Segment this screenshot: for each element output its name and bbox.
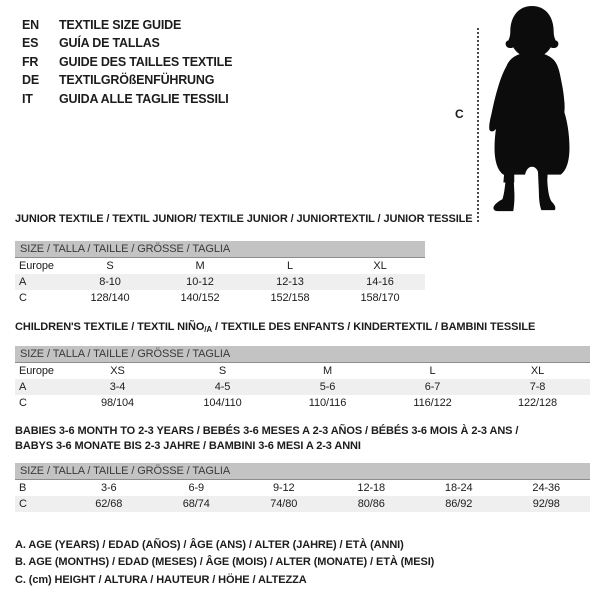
size-cell: 14-16 [335, 274, 425, 290]
row-label: Europe [19, 365, 54, 377]
legend-line-a: A. AGE (YEARS) / EDAD (AÑOS) / ÂGE (ANS) / ALTER (JAHRE) / ETÀ (ANNI) [15, 539, 404, 551]
children-table-title: CHILDREN'S TEXTILE / TEXTIL $NIÑO_{/A}$ / TEXTILE DES ENFANTS / KINDERTEXTIL / BAMBINI TESSILE [15, 321, 536, 334]
size-cell: 152/158 [270, 292, 310, 304]
size-cell: 7-8 [485, 379, 590, 395]
babies-title-line2: BABYS 3-6 MONATE BIS 2-3 JAHRE / BAMBINI 3-6 MESI A 2-3 ANNI [15, 439, 361, 452]
language-row [22, 53, 232, 71]
row-label: Europe [19, 260, 54, 272]
size-cell: L [286, 260, 294, 272]
language-title-list [22, 16, 232, 108]
lang-label: TEXTILE SIZE GUIDE [59, 18, 182, 32]
table-row [15, 258, 425, 275]
size-cell: S [218, 365, 227, 377]
legend-line-c: C. (cm) HEIGHT / ALTURA / HAUTEUR / HÖHE / ALTEZZA [15, 573, 307, 586]
table-row [15, 395, 590, 411]
size-cell: 68/74 [153, 496, 241, 512]
size-cell: 92/98 [503, 496, 591, 512]
title-subscript: /A [204, 325, 213, 334]
size-cell: 6-7 [380, 379, 485, 395]
size-cell: 3-6 [100, 482, 117, 494]
size-cell: 128/140 [90, 292, 130, 304]
size-cell: 24-36 [532, 482, 561, 494]
babies-title-line1: BABIES 3-6 MONTH TO 2-3 YEARS / BEBÉS 3-6 MESES A 2-3 AÑOS / BÉBÉS 3-6 MOIS À 2-3 ANS / [15, 425, 519, 437]
language-row [22, 34, 232, 52]
size-cell: 122/128 [517, 397, 558, 409]
row-label: C [15, 496, 65, 512]
junior-size-table [15, 241, 425, 306]
row-label: A [15, 379, 65, 395]
lang-code: DE [22, 73, 39, 88]
size-cell: XL [373, 260, 387, 272]
language-row [22, 90, 232, 108]
size-cell: 86/92 [415, 496, 503, 512]
table-row [15, 480, 590, 497]
height-dotted-line [477, 28, 479, 222]
lang-label: TEXTILGRÖßENFÜHRUNG [59, 73, 215, 88]
legend-line-b: B. AGE (MONTHS) / EDAD (MESES) / ÂGE (MOIS) / ALTER (MONATE) / ETÀ (MESI) [15, 556, 435, 569]
row-label: B [19, 482, 27, 494]
size-cell: 18-24 [444, 482, 473, 494]
language-row [22, 16, 232, 34]
size-cell: 3-4 [65, 379, 170, 395]
size-cell: 74/80 [240, 496, 328, 512]
size-cell: 12-13 [245, 274, 335, 290]
height-measure-label: C [455, 107, 464, 121]
size-cell: XS [110, 365, 125, 377]
table-row [15, 379, 590, 395]
row-label: C [19, 397, 27, 409]
table-row [15, 290, 425, 306]
babies-size-table [15, 463, 590, 512]
table-row [15, 363, 590, 380]
size-cell: 8-10 [65, 274, 155, 290]
children-size-table [15, 346, 590, 411]
size-cell: 4-5 [170, 379, 275, 395]
size-cell: M [322, 365, 333, 377]
row-label: A [15, 274, 65, 290]
size-cell: L [429, 365, 436, 377]
size-header-bar: SIZE / TALLA / TAILLE / GRÖSSE / TAGLIA [15, 241, 425, 258]
size-cell: 116/122 [413, 397, 452, 409]
size-header-bar: SIZE / TALLA / TAILLE / GRÖSSE / TAGLIA [15, 463, 590, 480]
size-cell: 9-12 [272, 482, 295, 494]
size-cell: 110/116 [308, 397, 347, 409]
size-cell: 10-12 [155, 274, 245, 290]
size-cell: M [195, 260, 205, 272]
row-label: C [19, 292, 27, 304]
table-row [15, 274, 425, 290]
size-cell: 62/68 [65, 496, 153, 512]
size-cell: 6-9 [188, 482, 205, 494]
baby-silhouette-icon [487, 5, 577, 217]
size-cell: 12-18 [357, 482, 386, 494]
lang-label: GUIDE DES TAILLES TEXTILE [59, 54, 233, 69]
size-cell: 80/86 [328, 496, 416, 512]
lang-code: IT [22, 91, 33, 106]
lang-code: ES [22, 36, 39, 51]
lang-code: FR [22, 54, 39, 69]
measure-legend [15, 537, 434, 589]
size-cell: XL [530, 365, 545, 377]
lang-label: GUÍA DE TALLAS [59, 36, 160, 51]
size-cell: 98/104 [100, 397, 135, 409]
lang-code: EN [22, 18, 39, 32]
lang-label: GUIDA ALLE TAGLIE TESSILI [59, 91, 229, 106]
babies-table-title [15, 424, 518, 453]
size-cell: 5-6 [275, 379, 380, 395]
table-row [15, 496, 590, 512]
language-row [22, 71, 232, 89]
size-cell: 140/152 [180, 292, 220, 304]
size-header-bar: SIZE / TALLA / TAILLE / GRÖSSE / TAGLIA [15, 346, 590, 363]
size-cell: S [106, 260, 114, 272]
size-cell: 158/170 [360, 292, 400, 304]
size-cell: 104/110 [203, 397, 242, 409]
junior-table-title: JUNIOR TEXTILE / TEXTIL JUNIOR/ TEXTILE JUNIOR / JUNIORTEXTIL / JUNIOR TESSILE [15, 213, 473, 225]
